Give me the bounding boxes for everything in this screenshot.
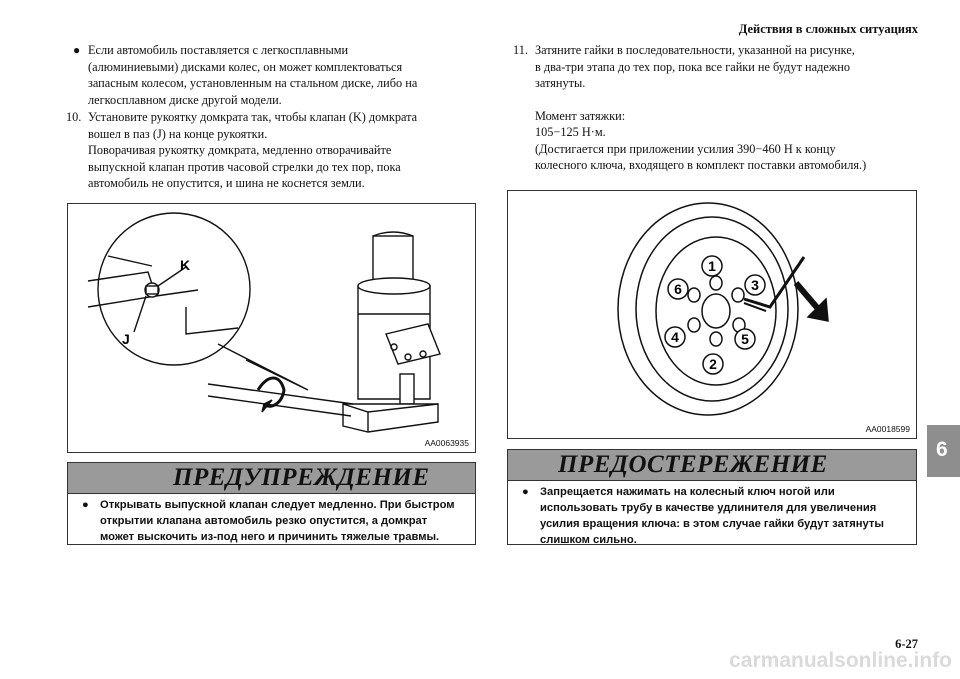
step-11: 11. Затяните гайки в последовательности, указанной на рисунке, в два-три этапа до тех пор, пока все гайки не будут надежно затянуты. Момент затяжки: 105−125 Н·м. (Достигается при приложении усилия 390−460 Н к концу колесного ключа, входящего в комплект поставки автомобиля.): [513, 42, 913, 174]
right-column-text: [513, 42, 913, 174]
left-column-text: [66, 42, 476, 192]
svg-text:6: 6: [674, 281, 682, 297]
nut-number-3: [745, 275, 765, 295]
warning-title: ПРЕДУПРЕЖДЕНИЕ: [173, 464, 430, 491]
nut-number-2: [703, 354, 723, 374]
nut-number-4: [665, 327, 685, 347]
valve-label-k: K: [180, 257, 191, 273]
warning-text: ● Открывать выпускной клапан следует медленно. При быстром открытии клапана автомобиль резко опустится, а домкрат может выскочить из-под него и причинить тяжелые травмы.: [82, 499, 455, 543]
svg-text:1: 1: [708, 258, 716, 274]
jack-drawing: [68, 204, 475, 452]
wheel-nut-sequence-illustration: [507, 190, 917, 439]
step-10: 10. Установите рукоятку домкрата так, чтобы клапан (K) домкрата вошел в паз (J) на конце рукоятки. Поворачивая рукоятку домкрата, медленно отворачивайте выпускной клапан против часовой стрелки до тех пор, пока автомобиль не опустится, и шина не коснется земли.: [66, 110, 418, 190]
svg-text:5: 5: [741, 331, 749, 347]
nut-number-1: [702, 256, 722, 276]
jack-valve-illustration: [67, 203, 476, 453]
step-number: 11.: [513, 43, 528, 57]
warning-header: [68, 463, 475, 494]
caution-header: [508, 450, 916, 481]
figure-code: AA0063935: [424, 438, 469, 448]
svg-text:3: 3: [751, 277, 759, 293]
bullet-icon: ●: [82, 499, 89, 511]
page-number: 6-27: [895, 637, 918, 651]
chapter-tab: [927, 425, 960, 477]
alloy-wheel-note: ● Если автомобиль поставляется с легкосплавными (алюминиевыми) дисками колес, он может комплектоваться запасным колесом, установленным на стальном диске, либо на легкосплавном диске другой модели.: [73, 43, 418, 107]
slot-label-j: J: [122, 331, 130, 347]
caution-box: [507, 449, 917, 545]
torque-spec: Момент затяжки: 105−125 Н·м. (Достигается при приложении усилия 390−460 Н к концу колесного ключа, входящего в комплект поставки автомобиля.): [535, 108, 867, 172]
svg-text:2: 2: [709, 356, 717, 372]
caution-text: ● Запрещается нажимать на колесный ключ ногой или использовать трубу в качестве удлинителя для увеличения усилия вращения ключа: в этом случае гайки будут затянуты слишком сильно.: [522, 486, 884, 546]
nut-number-5: [735, 329, 755, 349]
figure-code: AA0018599: [865, 424, 910, 434]
chapter-number: 6: [936, 438, 948, 461]
bullet-icon: ●: [522, 486, 529, 498]
step-number: 10.: [66, 110, 82, 124]
watermark: carmanualsonline.info: [729, 649, 952, 672]
svg-text:4: 4: [671, 329, 679, 345]
wheel-drawing: [508, 191, 916, 438]
bullet-icon: ●: [73, 43, 81, 57]
page-header-title: Действия в сложных ситуациях: [738, 22, 918, 36]
caution-title: ПРЕДОСТЕРЕЖЕНИЕ: [558, 451, 828, 478]
nut-number-6: [668, 279, 688, 299]
warning-box: [67, 462, 476, 545]
